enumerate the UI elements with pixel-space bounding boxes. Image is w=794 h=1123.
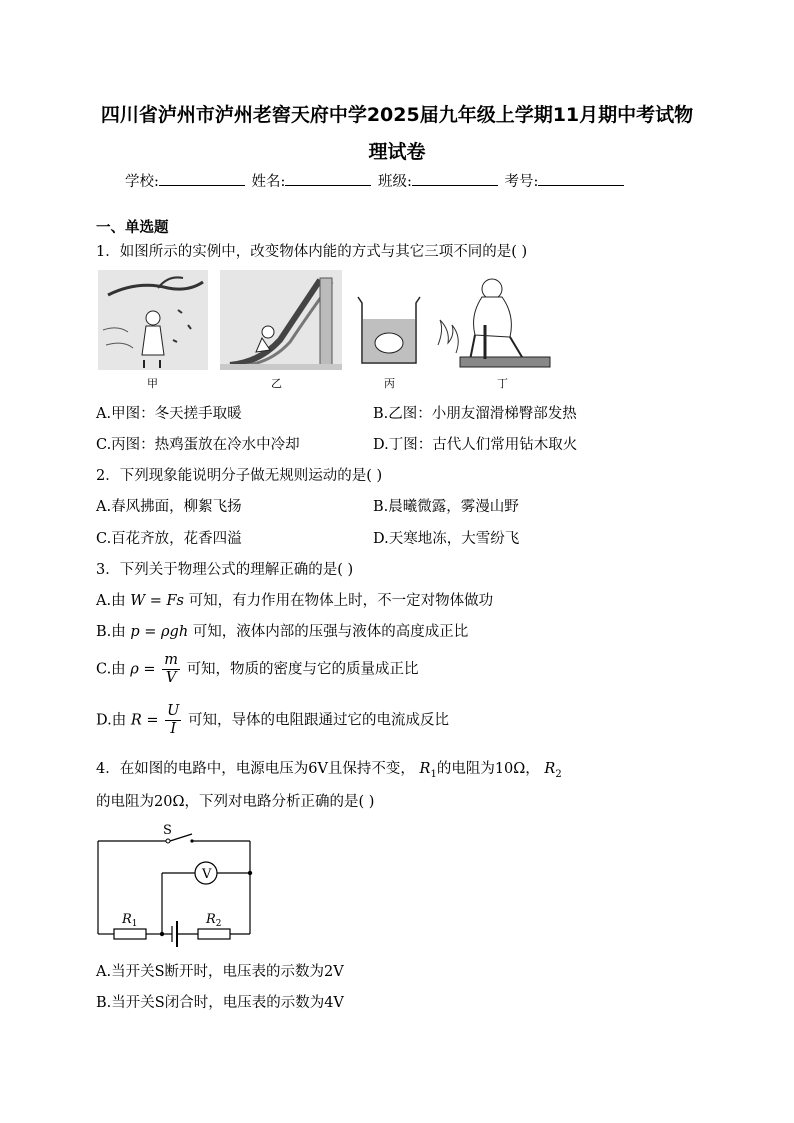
q3-option-c[interactable] — [96, 652, 419, 687]
q2-stem: 2．下列现象能说明分子做无规则运动的是( ) — [96, 468, 383, 484]
q4-r1-symbol: $R_1$ — [419, 761, 437, 780]
q2-option-a[interactable]: A.春风拂面，柳絮飞扬 — [96, 499, 242, 515]
q3-d-text: 可知，导体的电阻跟通过它的电流成反比 — [187, 712, 449, 729]
q1-stem: 1．如图所示的实例中，改变物体内能的方式与其它三项不同的是( ) — [96, 244, 528, 260]
page-title-line1: 四川省泸州市泸州老窖天府中学2025届九年级上学期11月期中考试物 — [100, 104, 694, 126]
q1-option-c[interactable]: C.丙图：热鸡蛋放在冷水中冷却 — [96, 437, 300, 453]
school-blank[interactable] — [159, 171, 245, 186]
q3-a-text: 可知，有力作用在物体上时，不一定对物体做功 — [188, 593, 494, 609]
q3-c-fraction — [162, 652, 180, 687]
q3-c-text: 可知，物质的密度与它的质量成正比 — [186, 661, 419, 678]
q1-option-b[interactable]: B.乙图：小朋友溜滑梯臀部发热 — [373, 406, 577, 422]
q3-b-prefix: B.由 — [96, 624, 126, 640]
number-blank[interactable] — [538, 171, 624, 186]
q1-caption-ding: 丁 — [497, 377, 508, 390]
q4-circuit-diagram — [92, 818, 262, 948]
q4-option-b[interactable]: B.当开关S闭合时，电压表的示数为4V — [96, 995, 344, 1011]
q3-d-fraction — [165, 703, 181, 738]
q4-r2-symbol: $R_2$ — [544, 761, 562, 780]
circuit-r2-label: $R_2$ — [206, 912, 222, 929]
q4-stem-part2: 的电阻为10Ω， — [436, 761, 540, 777]
name-label: 姓名: — [251, 174, 286, 190]
q3-b-formula: p = ρgh — [130, 624, 189, 640]
q4-stem-line2: 的电阻为20Ω，下列对电路分析正确的是( ) — [96, 794, 375, 810]
q3-option-b[interactable] — [96, 620, 468, 641]
q3-option-d[interactable] — [96, 703, 449, 738]
number-label: 考号: — [504, 174, 539, 190]
q3-a-formula: W = Fs — [130, 593, 184, 609]
q3-c-denominator: V — [165, 670, 177, 686]
q3-option-a[interactable] — [96, 589, 493, 610]
q3-c-numerator: m — [164, 652, 178, 668]
circuit-r1-label: $R_1$ — [122, 912, 138, 929]
q3-d-numerator: U — [167, 703, 180, 719]
q4-stem-line1 — [96, 757, 562, 780]
q3-d-prefix: D.由 — [96, 712, 127, 729]
q1-image-bing — [354, 295, 424, 367]
circuit-voltmeter-label: V — [202, 867, 212, 882]
q4-option-a[interactable]: A.当开关S断开时，电压表的示数为2V — [96, 964, 344, 980]
q2-option-c[interactable]: C.百花齐放，花香四溢 — [96, 531, 242, 547]
section-heading: 一、单选题 — [96, 220, 169, 236]
name-blank[interactable] — [285, 171, 371, 186]
school-label: 学校: — [125, 174, 159, 190]
q1-option-a[interactable]: A.甲图：冬天搓手取暖 — [96, 406, 242, 422]
q4-stem-part1: 4．在如图的电路中，电源电压为6V且保持不变， — [96, 761, 415, 777]
q2-option-d[interactable]: D.天寒地冻，大雪纷飞 — [373, 531, 520, 547]
q3-stem: 3．下列关于物理公式的理解正确的是( ) — [96, 562, 354, 578]
q1-image-ding — [430, 275, 556, 371]
q1-caption-jia: 甲 — [147, 377, 158, 390]
q2-option-b[interactable]: B.晨曦微露，雾漫山野 — [373, 499, 519, 515]
student-info-row — [125, 170, 626, 191]
q1-caption-bing: 丙 — [384, 377, 395, 390]
q1-image-jia — [98, 270, 208, 370]
q3-d-lhs: R = — [130, 712, 159, 729]
q3-d-denominator: I — [170, 721, 177, 737]
q1-image-yi — [220, 270, 342, 370]
page-title-line2: 理试卷 — [368, 141, 426, 163]
q1-option-d[interactable]: D.丁图：古代人们常用钻木取火 — [373, 437, 578, 453]
q3-b-text: 可知，液体内部的压强与液体的高度成正比 — [192, 624, 469, 640]
q1-caption-yi: 乙 — [271, 377, 282, 390]
q3-c-lhs: ρ = — [130, 661, 156, 678]
q3-c-prefix: C.由 — [96, 661, 126, 678]
class-blank[interactable] — [412, 171, 498, 186]
circuit-switch-label: S — [163, 823, 172, 838]
q3-a-prefix: A.由 — [96, 593, 126, 609]
class-label: 班级: — [378, 174, 412, 190]
